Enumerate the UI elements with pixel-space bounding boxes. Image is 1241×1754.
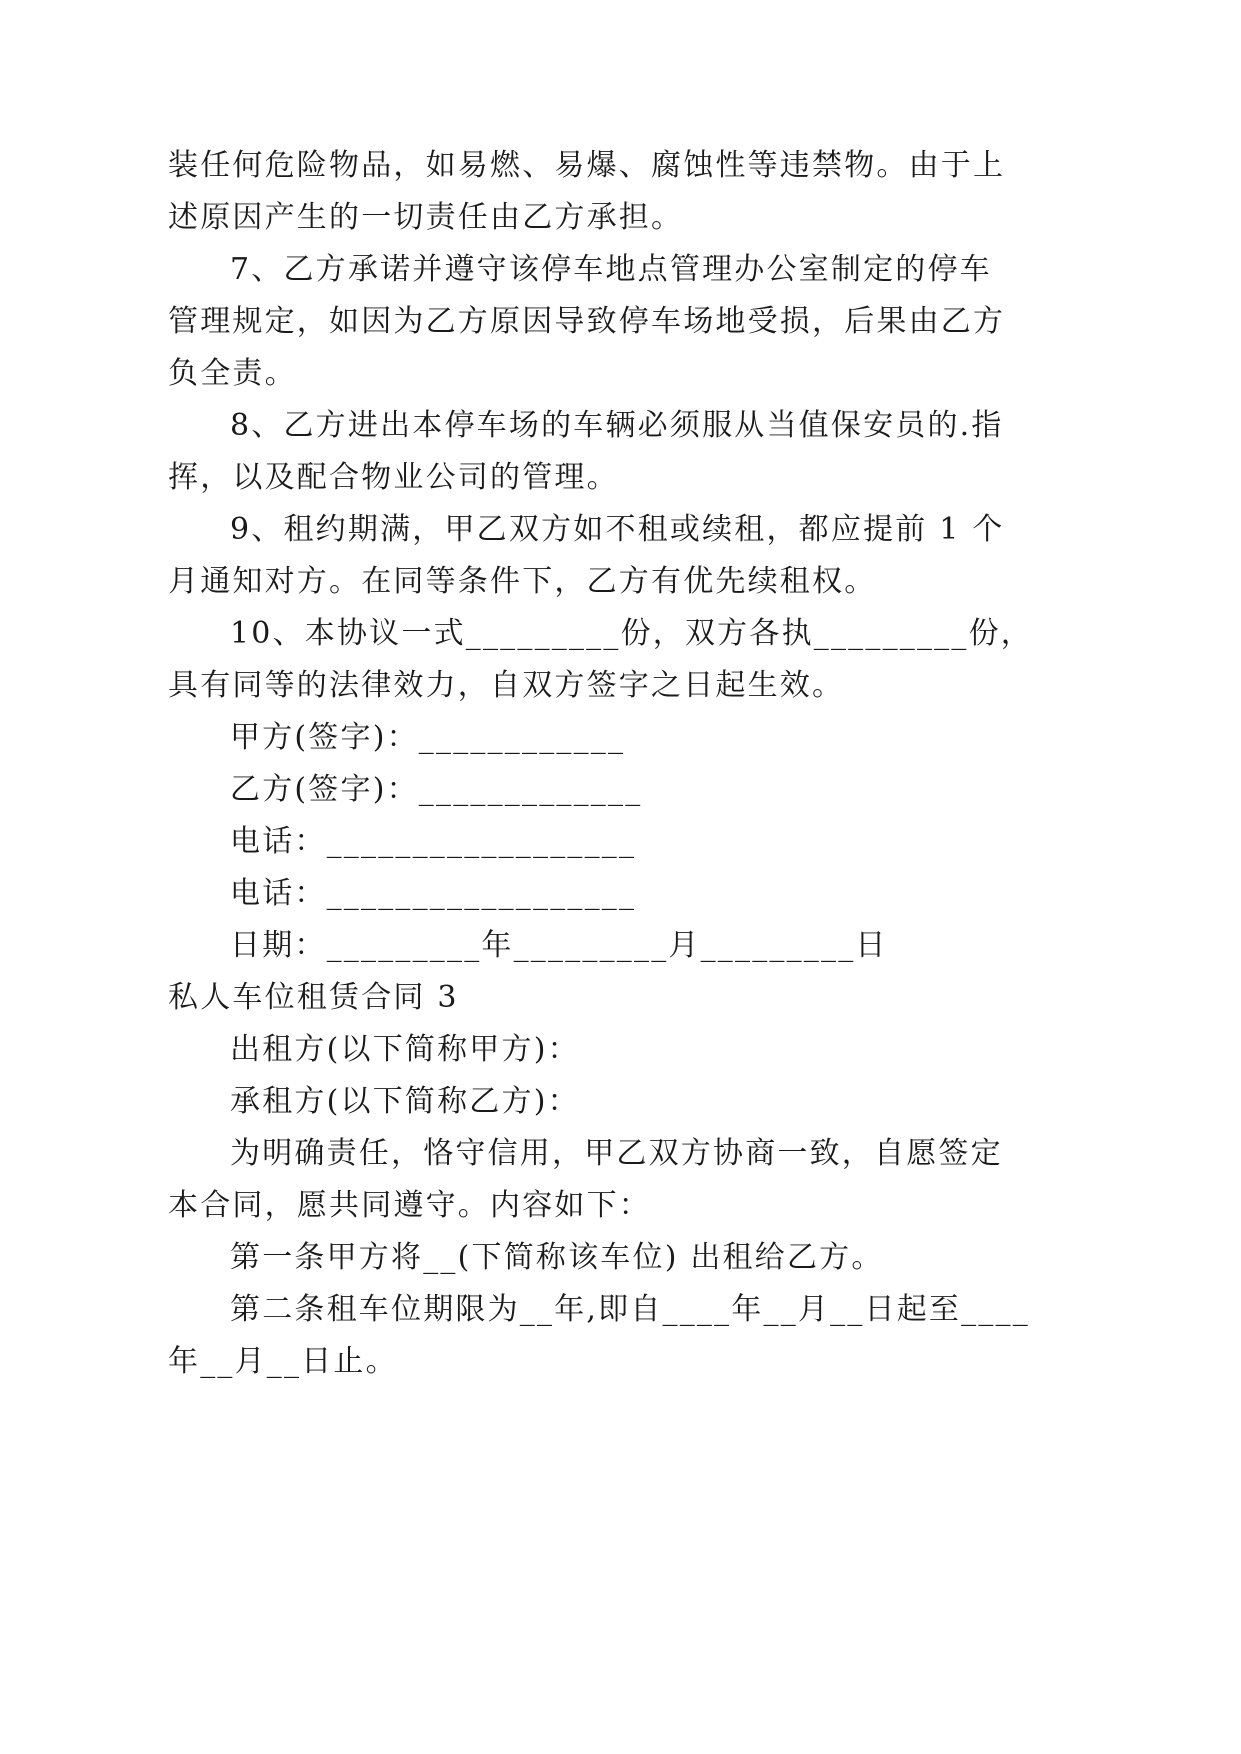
phone-field-2: 电话：__________________ — [230, 876, 637, 911]
clause-8-line-2: 挥，以及配合物业公司的管理。 — [168, 460, 619, 495]
clause-7-line-3: 负全责。 — [168, 356, 297, 391]
party-b-signature-field: 乙方(签字)：_____________ — [230, 772, 643, 807]
clause-9-line-2: 月通知对方。在同等条件下，乙方有优先续租权。 — [168, 564, 877, 599]
contract-3-title: 私人车位租赁合同 3 — [168, 980, 459, 1015]
article-2-line-2: 年__月__日止。 — [168, 1344, 398, 1379]
article-2-line-1: 第二条租车位期限为__年,即自____年__月__日起至____ — [230, 1292, 1030, 1327]
lessor-line: 出租方(以下简称甲方)： — [230, 1032, 580, 1067]
party-a-signature-field: 甲方(签字)：____________ — [230, 720, 626, 755]
clause-10-line-1: 10、本协议一式_________份，双方各执_________份， — [230, 616, 1033, 651]
clause-7-line-1: 7、乙方承诺并遵守该停车地点管理办公室制定的停车 — [230, 252, 992, 287]
preamble-line-1: 为明确责任，恪守信用，甲乙双方协商一致，自愿签定 — [230, 1136, 1003, 1171]
date-field: 日期：_________年_________月_________日 — [230, 928, 888, 963]
clause-10-line-2: 具有同等的法律效力，自双方签字之日起生效。 — [168, 668, 845, 703]
preamble-line-2: 本合同，愿共同遵守。内容如下： — [168, 1188, 651, 1223]
clause-8-line-1: 8、乙方进出本停车场的车辆必须服从当值保安员的.指 — [230, 408, 1004, 443]
clause-6-text-line-1: 装任何危险物品，如易燃、易爆、腐蚀性等违禁物。由于上 — [168, 148, 1006, 183]
clause-6-text-line-2: 述原因产生的一切责任由乙方承担。 — [168, 200, 684, 235]
clause-9-line-1: 9、租约期满，甲乙双方如不租或续租，都应提前 1 个 — [230, 512, 1005, 547]
clause-7-line-2: 管理规定，如因为乙方原因导致停车场地受损，后果由乙方 — [168, 304, 1006, 339]
lessee-line: 承租方(以下简称乙方)： — [230, 1084, 580, 1119]
phone-field-1: 电话：__________________ — [230, 824, 637, 859]
article-1: 第一条甲方将__(下简称该车位) 出租给乙方。 — [230, 1240, 884, 1275]
